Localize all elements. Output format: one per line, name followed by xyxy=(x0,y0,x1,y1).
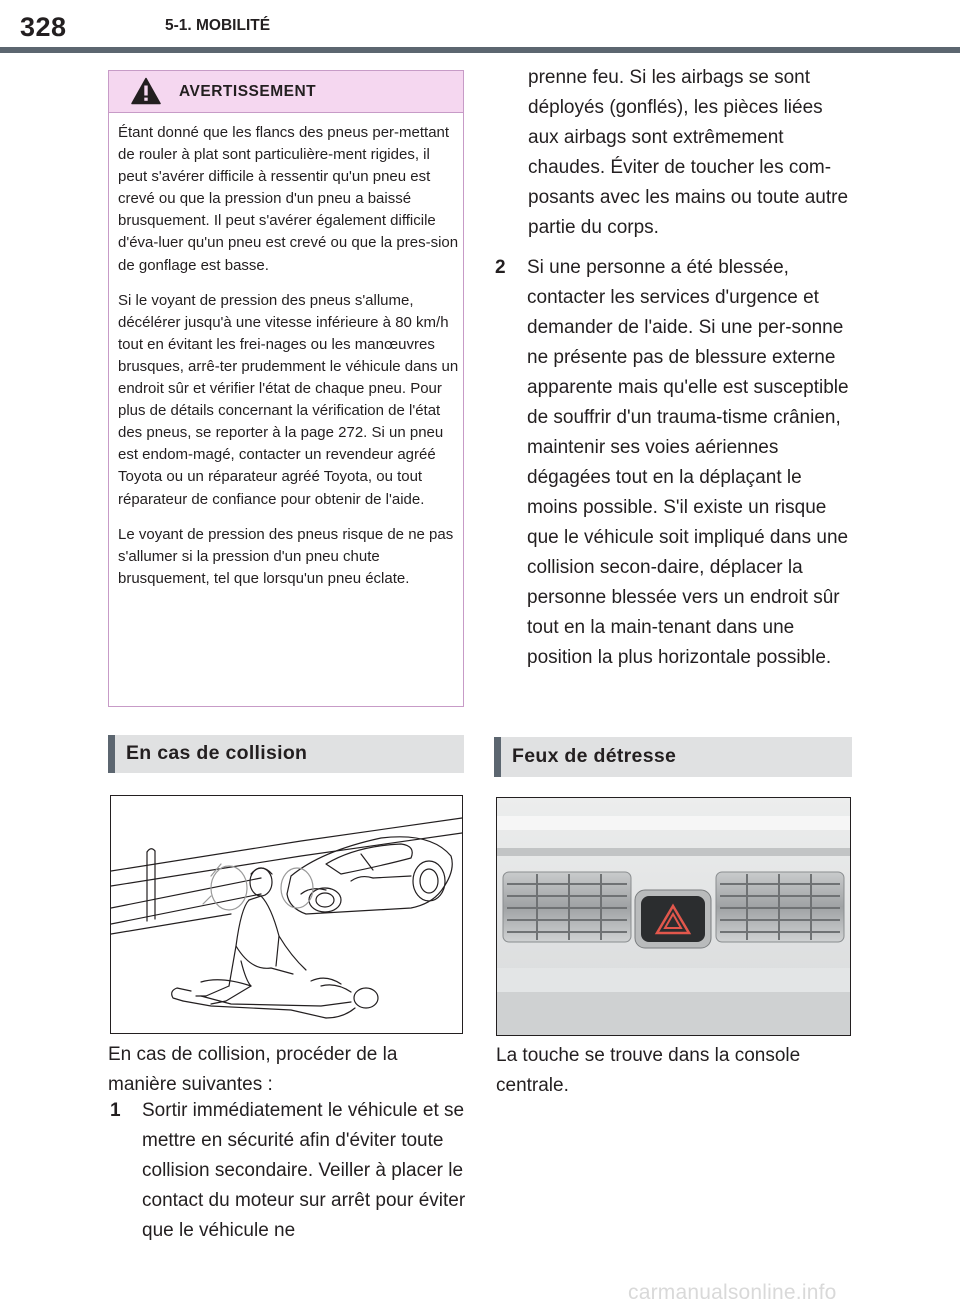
watermark: carmanualsonline.info xyxy=(628,1281,837,1304)
warning-triangle-icon xyxy=(131,77,161,105)
collision-step-1-continued: prenne feu. Si les airbags se sont déployés (gonflés), les pièces liées aux airbags sont extrêmement chaudes. Éviter de toucher les com-posants avec les mains ou toute autre partie du corps. xyxy=(528,67,849,238)
collision-heading-text: En cas de collision xyxy=(126,742,308,764)
page-number: 328 xyxy=(20,12,67,42)
collision-intro: En cas de collision, procéder de la manière suivantes : xyxy=(108,1044,398,1095)
hazard-switch-photo xyxy=(496,797,851,1036)
warning-paragraph: Si le voyant de pression des pneus s'allume, décélérer jusqu'à une vitesse inférieure à 80 km/h tout en évitant les frei-nages ou les manœuvres brusques, arrê-ter prudemment le véhicule dans un endroit sûr et vérifier l'état de chaque pneu. Pour plus de détails concernant la vérification de l'état des pneus, se reporter à la page 272. Si un pneu est endom-magé, contacter un revendeur agréé Toyota ou un réparateur agréé Toyota, ou tout réparateur de confiance pour obtenir de l'aide. xyxy=(118,291,459,508)
center-console-drawing xyxy=(497,798,850,1035)
warning-title: AVERTISSEMENT xyxy=(179,83,317,100)
header-rule xyxy=(0,47,960,53)
warning-box xyxy=(108,70,464,707)
collision-illustration xyxy=(110,795,463,1034)
warning-body xyxy=(118,122,460,603)
warning-header xyxy=(109,71,463,113)
step-number: 2 xyxy=(495,257,506,278)
hazard-heading-text: Feux de détresse xyxy=(512,745,677,767)
step-text: Sortir immédiatement le véhicule et se mettre en sécurité afin d'éviter toute collision secondaire. Veiller à placer le contact du moteur sur arrêt pour éviter que le véhicule ne xyxy=(142,1100,466,1241)
collision-scene-drawing xyxy=(111,796,462,1033)
warning-paragraph: Le voyant de pression des pneus risque de ne pas s'allumer si la pression d'un pneu chute brusquement, tel que lorsqu'un pneu éclate. xyxy=(118,525,454,587)
warning-paragraph: Étant donné que les flancs des pneus per-mettant de rouler à plat sont particulière-ment rigides, il peut s'avérer difficile à ressentir qu'un pneu est crevé ou que la pression d'un pneu a baissé brusquement. Il peut s'avérer également difficile d'éva-luer qu'un pneu est crevé ou que la pres-sion de gonflage est basse. xyxy=(118,124,459,274)
heading-accent xyxy=(108,735,115,773)
collision-section-heading xyxy=(108,735,464,773)
step-number: 1 xyxy=(110,1100,121,1121)
step-text: Si une personne a été blessée, contacter les services d'urgence et demander de l'aide. Si une per-sonne ne présente pas de blessure externe apparente mais qu'elle est susceptible de souffrir d'un trauma-tisme crânien, maintenir ses voies aériennes dégagées tout en la déplaçant le moins possible. S'il existe un risque que le véhicule soit impliqué dans une collision secon-daire, déplacer la personne blessée vers un endroit sûr tout en la main-tenant dans une position la plus horizontale possible. xyxy=(527,257,849,668)
heading-accent xyxy=(494,737,501,777)
hazard-caption: La touche se trouve dans la console centrale. xyxy=(496,1045,801,1096)
hazard-section-heading xyxy=(494,737,852,777)
section-title: 5-1. MOBILITÉ xyxy=(165,17,271,34)
